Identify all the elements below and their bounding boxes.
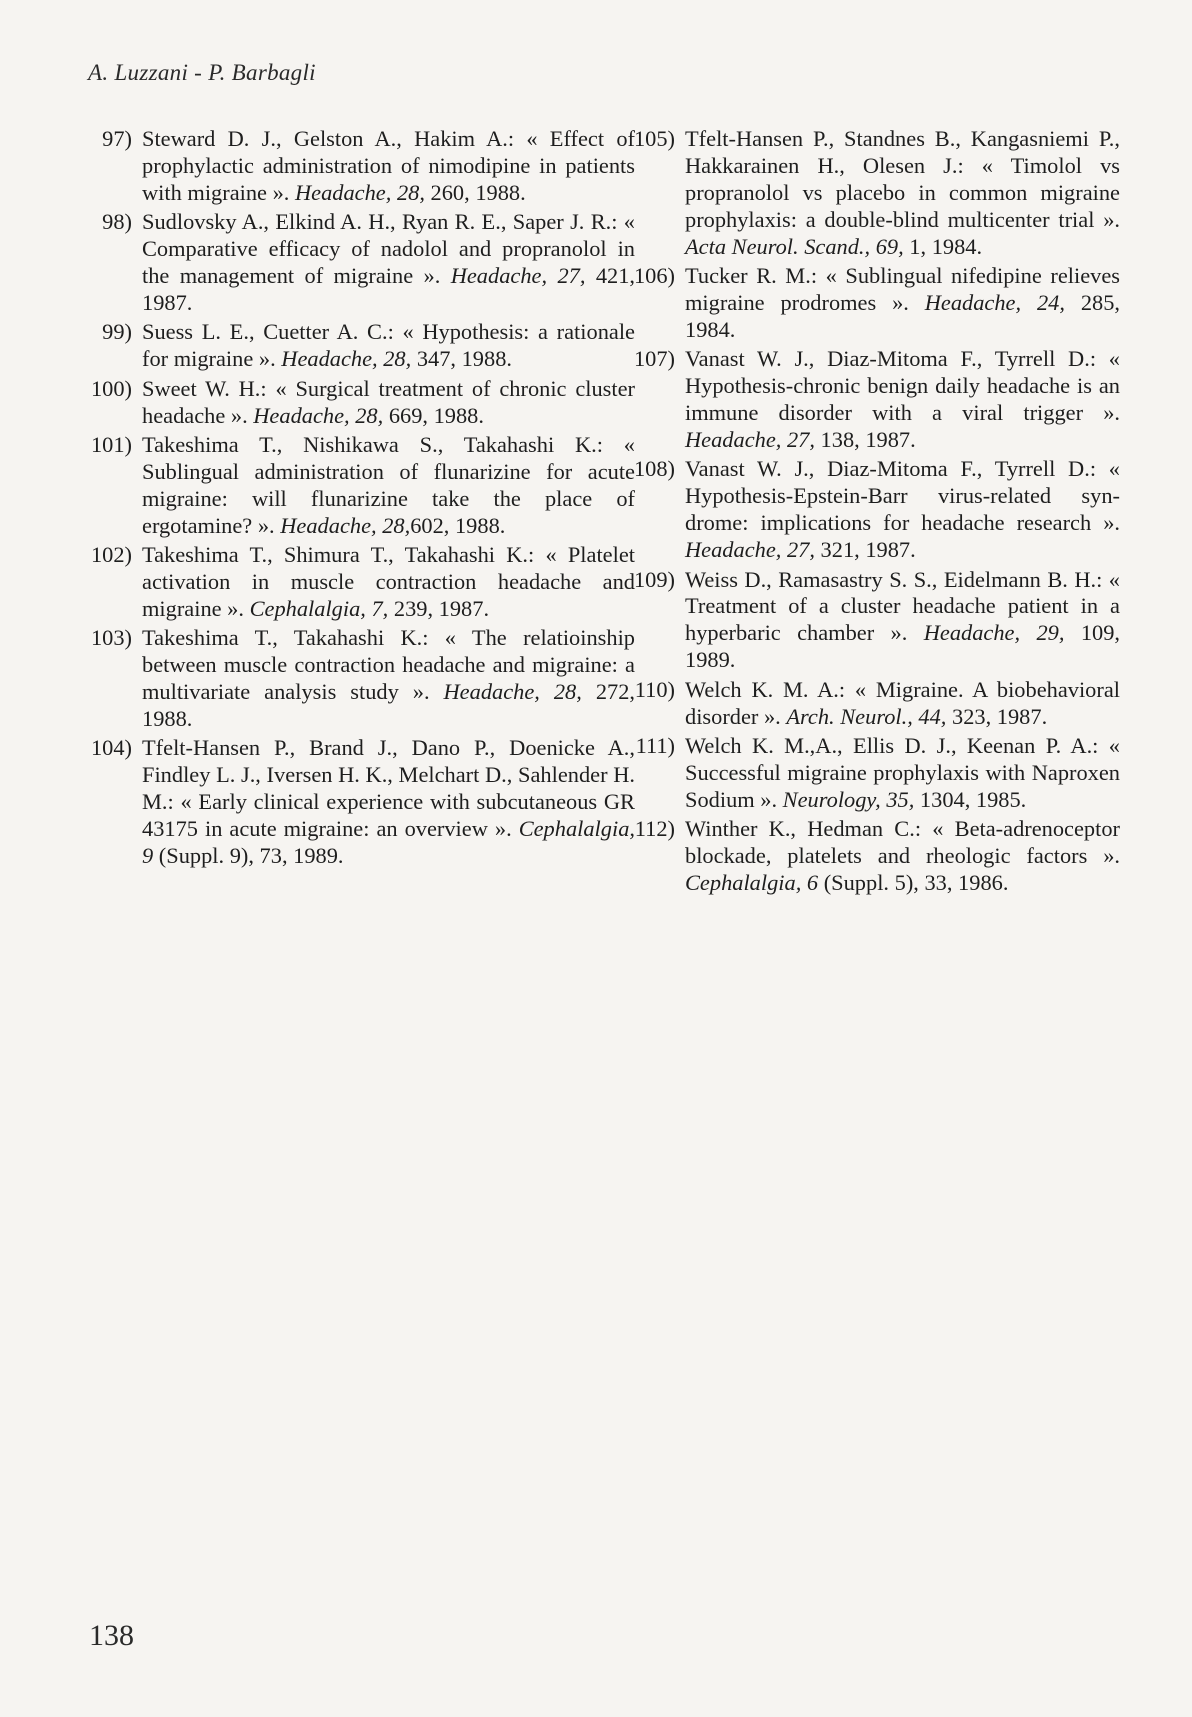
reference-text [685, 126, 1120, 261]
reference-number: 97) [102, 126, 132, 151]
journal-citation: Headache, 27, [685, 537, 815, 563]
reference-number: 106) [633, 263, 675, 289]
reference-number: 99) [102, 319, 132, 345]
reference-number: 101) [90, 431, 132, 457]
reference-entry [612, 346, 1120, 454]
journal-citation: Neurology, 35, [782, 786, 915, 812]
reference-number: 104) [90, 735, 132, 761]
reference-text-part: Tfelt-Hansen P., Standnes B., Kangasniemi P., Hakkarainen H., Olesen J.: « Timolol vs propranolol vs placebo in common migraine prophylaxis: a double-blind multicenter trial ». [685, 126, 1120, 232]
reference-text-part: 421, 1987. [142, 263, 636, 315]
reference-text-part: Tucker R. M.: « Sublingual nifedipine relieves migraine prodromes ». [685, 263, 1120, 315]
reference-entry [612, 263, 1120, 344]
reference-number: 110) [634, 676, 675, 702]
reference-number: 105) [633, 126, 675, 151]
reference-text-part: 669, 1988. [383, 402, 484, 428]
reference-number: 98) [102, 209, 132, 235]
reference-text-part: Tfelt-Hansen P., Brand J., Dano P., Doenicke A., Findley L. J., Iversen H. K., Melchart D., Sahlender H. M.: « Early clinical experience with subcutaneous GR 43175 in acute migraine: an overview ». [142, 735, 635, 842]
reference-entry [80, 735, 635, 870]
reference-text-part: Takeshima T., Nishikawa S., Takahashi K.: « Sublingual administration of flunarizine for acute migraine: will flunarizine take the place of ergotamine? ». [142, 431, 635, 538]
reference-text [142, 126, 635, 207]
reference-text-part: Sudlovsky A., Elkind A. H., Ryan R. E., Saper J. R.: « Comparative efficacy of nadolol and propranolol in the management of migraine ». [142, 209, 635, 289]
reference-text [685, 677, 1120, 731]
reference-entry [80, 376, 635, 430]
reference-text-part: Winther K., Hedman C.: « Beta-adrenoceptor blockade, platelets and rheologic factors ». [685, 816, 1120, 869]
reference-text-part: 602, 1988. [410, 512, 506, 538]
reference-number: 111) [635, 732, 675, 758]
reference-entry [80, 625, 635, 733]
reference-text-part: 272, 1988. [142, 679, 635, 732]
reference-text [142, 319, 635, 373]
reference-text-part: Weiss D., Ramasastry S. S., Eidelmann B. H.: « Treatment of a cluster headache patient in a hyperbaric chamber ». [685, 566, 1120, 646]
references-left-column [80, 126, 635, 872]
journal-citation: Cephalalgia, 7, [249, 595, 389, 621]
reference-text-part: 347, 1988. [411, 346, 512, 372]
reference-text [142, 625, 635, 733]
reference-number: 112) [634, 816, 675, 842]
journal-citation: Headache, 28, [294, 179, 425, 205]
reference-text-part: (Suppl. 9), 73, 1989. [153, 843, 344, 869]
reference-text [142, 735, 635, 870]
reference-text-part: 323, 1987. [946, 703, 1048, 729]
reference-text-part: 285, 1984. [685, 289, 1120, 342]
reference-text-part: 321, 1987. [814, 537, 916, 563]
journal-citation: Headache, 28, [443, 679, 582, 705]
reference-entry [80, 319, 635, 373]
reference-entry [612, 733, 1120, 814]
journal-citation: Cephalalgia, 9 [142, 816, 635, 869]
reference-text-part: 1, 1984. [903, 233, 983, 259]
reference-text-part: Steward D. J., Gelston A., Hakim A.: « Effect of prophylactic administration of nimodipine in patients with migraine ». [142, 126, 635, 205]
reference-text-part: Welch K. M. A.: « Migraine. A biobehavioral disorder ». [685, 676, 1120, 729]
reference-text-part: Takeshima T., Shimura T., Takahashi K.: « Platelet activation in muscle contraction headache and migraine ». [142, 542, 635, 621]
journal-citation: Cephalalgia, 6 [685, 869, 819, 895]
reference-text [685, 263, 1120, 344]
journal-citation: Headache, 28, [281, 346, 412, 372]
reference-entry [80, 542, 635, 623]
reference-text [685, 567, 1120, 675]
reference-text [685, 816, 1120, 897]
reference-text [142, 209, 635, 317]
running-header: A. Luzzani - P. Barbagli [88, 60, 316, 85]
reference-number: 100) [90, 375, 132, 401]
reference-text-part: Sweet W. H.: « Surgical treatment of chronic cluster headache ». [142, 375, 635, 428]
reference-text-part: 1304, 1985. [914, 786, 1027, 812]
reference-entry [612, 567, 1120, 675]
reference-number: 102) [90, 542, 132, 568]
reference-text-part: 138, 1987. [814, 426, 916, 452]
reference-text [142, 376, 635, 430]
reference-text-part: Suess L. E., Cuetter A. C.: « Hypothesis: a rationale for migraine ». [142, 319, 635, 372]
reference-text-part: 260, 1988. [424, 179, 526, 205]
reference-text-part: 239, 1987. [388, 595, 490, 621]
reference-entry [612, 816, 1120, 897]
journal-citation: Acta Neurol. Scand., 69, [685, 233, 904, 259]
reference-entry [612, 456, 1120, 564]
reference-text [142, 432, 635, 540]
reference-entry [612, 677, 1120, 731]
journal-citation: Headache, 28, [280, 512, 411, 538]
reference-text-part: (Suppl. 5), 33, 1986. [818, 869, 1009, 895]
page-number: 138 [89, 1619, 134, 1652]
journal-citation: Headache, 29, [923, 620, 1065, 646]
references-right-column [612, 126, 1120, 899]
reference-text-part: Vanast W. J., Diaz-Mitoma F., Tyrrell D.: « Hypothesis-chronic benign daily headache is an immune disorder with a viral trigger ». [685, 346, 1120, 426]
reference-text-part: Takeshima T., Takahashi K.: « The relatioinship between muscle contraction headache and migraine: a multivariate analysis study ». [142, 625, 635, 705]
reference-number: 103) [90, 625, 132, 651]
journal-citation: Headache, 27, [685, 426, 815, 452]
reference-text-part: Vanast W. J., Diaz-Mitoma F., Tyrrell D.: « Hypothesis-Epstein-Barr virus-related syndrome: implications for headache research ». [685, 456, 1120, 536]
reference-text-part: 109, 1989. [685, 620, 1121, 673]
reference-entry [612, 126, 1120, 261]
reference-entry [80, 432, 635, 540]
reference-entry [80, 126, 635, 207]
reference-text-part: Welch K. M.,A., Ellis D. J., Keenan P. A.: « Successful migraine prophylaxis with Naproxen Sodium ». [685, 732, 1120, 812]
reference-text [142, 542, 635, 623]
reference-text [685, 733, 1120, 814]
journal-citation: Headache, 24, [924, 289, 1065, 315]
reference-entry [80, 209, 635, 317]
reference-number: 108) [633, 456, 675, 482]
reference-text [685, 346, 1120, 454]
reference-text [685, 456, 1120, 564]
journal-citation: Headache, 27, [450, 263, 586, 289]
reference-number: 107) [633, 346, 675, 372]
reference-number: 109) [633, 566, 675, 592]
journal-citation: Arch. Neurol., 44, [786, 703, 947, 729]
journal-citation: Headache, 28, [253, 402, 384, 428]
